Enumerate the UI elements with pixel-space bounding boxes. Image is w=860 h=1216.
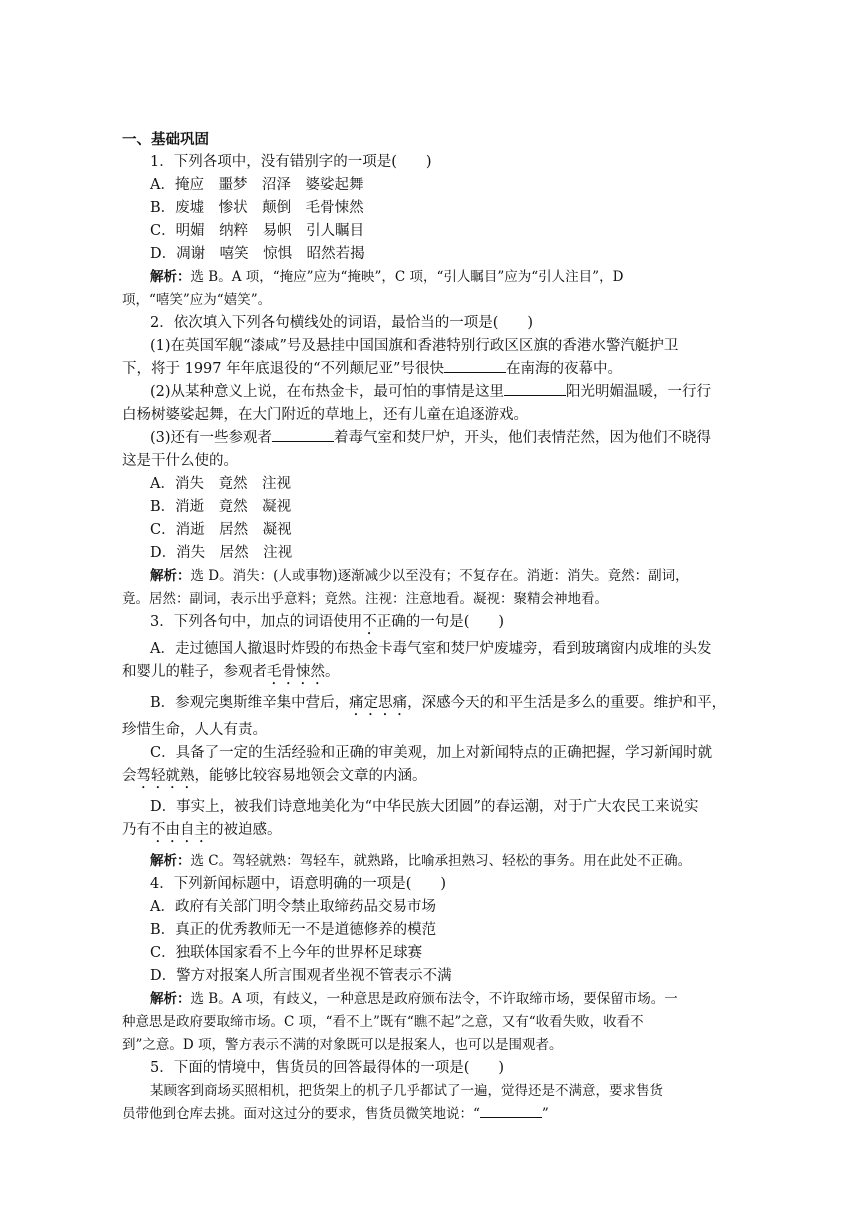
- analysis-label: 解析：: [150, 269, 191, 285]
- section-title: 一、基础巩固: [122, 131, 209, 148]
- context-text: ”: [541, 1106, 549, 1122]
- question-2-option-c: C．消逝 居然 凝视: [150, 522, 292, 538]
- question-2-stem: 2．依次填入下列各句横线处的词语，最恰当的一项是( ): [150, 315, 534, 331]
- question-1-option-d: D．凋谢 嘻笑 惊惧 昭然若揭: [150, 246, 365, 262]
- emphasized-word: 驾轻就熟: [136, 768, 195, 784]
- emphasized-word: 不: [362, 614, 377, 630]
- option-text: ，能够比较容易地领会文章的内涵。: [194, 768, 427, 784]
- emphasized-word: 不由自主: [151, 822, 209, 838]
- question-4-analysis: [122, 988, 742, 1011]
- question-3-option-a: A．走过德国人撤退时炸毁的布热金卡毒气室和焚尸炉废墟旁，看到玻璃窗内成堆的头发: [150, 641, 712, 657]
- answer-blank: [272, 427, 334, 442]
- question-4-option-d: D．警方对报案人所言围观者坐视不管表示不满: [150, 968, 452, 984]
- question-2-analysis-cont: 竟。居然：副词，表示出乎意料；竟然。注视：注意地看。凝视：聚精会神地看。: [122, 591, 608, 607]
- question-3-option-c: C．具备了一定的生活经验和正确的审美观，加上对新闻特点的正确把握，学习新闻时就: [150, 745, 713, 761]
- question-3-option-b: [122, 692, 742, 719]
- question-4-stem: 4．下列新闻标题中，语意明确的一项是( ): [150, 876, 447, 892]
- question-1-analysis: [122, 266, 742, 289]
- emphasized-word: 痛定思痛: [349, 695, 408, 711]
- option-text: 和婴儿的鞋子，参观者: [122, 664, 267, 680]
- answer-blank: [504, 381, 566, 396]
- option-text: B．参观完奥斯维辛集中营后，: [150, 695, 350, 711]
- emphasized-word: 毛骨悚然: [267, 664, 325, 680]
- question-5-stem: 5．下面的情境中，售货员的回答最得体的一项是( ): [150, 1060, 505, 1076]
- analysis-label: 解析：: [150, 568, 191, 584]
- analysis-label: 解析：: [150, 991, 191, 1007]
- question-2-sentence-2: [122, 381, 742, 404]
- question-4-option-b: B．真正的优秀教师无一不是道德修养的模范: [150, 922, 437, 938]
- answer-blank: [480, 1103, 542, 1118]
- question-2-option-d: D．消失 居然 注视: [150, 545, 293, 561]
- question-3-stem: [122, 611, 742, 638]
- analysis-text: 选 B。A 项，有歧义，一种意思是政府颁布法令，不许取缔市场，要保留市场。一: [190, 991, 678, 1007]
- question-4-option-a: A．政府有关部门明令禁止取缔药品交易市场: [150, 899, 436, 915]
- question-1-analysis-cont: 项，“嘻笑”应为“嬉笑”。: [122, 292, 272, 308]
- analysis-label: 解析：: [150, 853, 191, 869]
- analysis-text: 选 B。A 项，“掩应”应为“掩映”，C 项，“引人瞩目”应为“引人注目”，D: [190, 269, 624, 285]
- question-2-analysis: [122, 565, 742, 588]
- question-2-sentence-2-cont: 白杨树婆娑起舞，在大门附近的草地上，还有儿童在追逐游戏。: [122, 407, 528, 423]
- sentence-text: 阳光明媚温暖，一行行: [566, 384, 712, 400]
- question-1-stem: 1．下列各项中，没有错别字的一项是( ): [150, 154, 432, 170]
- option-text: 的被迫感。: [209, 822, 282, 838]
- question-2-sentence-3: [122, 427, 742, 450]
- question-5-context-cont: [122, 1103, 742, 1126]
- sentence-text: 下，将于 1997 年年底退役的“不列颠尼亚”号很快: [122, 361, 444, 377]
- option-text: ，深感今天的和平生活是多么的重要。维护和平，: [407, 695, 727, 711]
- question-4-analysis-cont-2: 到”之意。D 项，警方表示不满的对象既可以是报案人，也可以是围观者。: [122, 1037, 563, 1053]
- question-4-analysis-cont: 种意思是政府要取缔市场。C 项，“看不上”既有“瞧不起”之意，又有“收看失败，收看不: [122, 1014, 644, 1030]
- question-3-option-c-cont: [122, 765, 742, 792]
- question-5-context: 某顾客到商场买照相机，把货架上的机子几乎都试了一遍，觉得还是不满意，要求售货: [150, 1083, 663, 1099]
- question-3-analysis: [122, 850, 742, 873]
- option-text: 乃有: [122, 822, 151, 838]
- exercise-content: [122, 128, 742, 1126]
- sentence-text: (3)还有一些参观者: [150, 430, 273, 446]
- option-text: 会: [122, 768, 137, 784]
- question-1-option-a: A．掩应 噩梦 沼泽 婆娑起舞: [150, 177, 364, 193]
- analysis-text: 选 D。消失：(人或事物)逐渐减少以至没有；不复存在。消逝：消失。竟然：副词，: [190, 568, 689, 584]
- question-3-option-b-cont: 珍惜生命，人人有责。: [122, 722, 267, 738]
- sentence-text: 在南海的夜幕中。: [505, 361, 622, 377]
- stem-text: 3．下列各句中，加点的词语使用: [150, 614, 363, 630]
- question-3-option-d: D．事实上，被我们诗意地美化为“中华民族大团圆”的春运潮，对于广大农民工来说实: [150, 799, 699, 815]
- question-1-option-b: B．废墟 惨状 颠倒 毛骨悚然: [150, 200, 364, 216]
- question-2-sentence-1: (1)在英国军舰“漆咸”号及悬挂中国国旗和香港特别行政区区旗的香港水警汽艇护卫: [150, 338, 679, 354]
- question-2-sentence-3-cont: 这是干什么使的。: [122, 453, 238, 469]
- context-text: 员带他到仓库去挑。面对这过分的要求，售货员微笑地说：“: [122, 1106, 480, 1122]
- stem-text: 正确的一句是( ): [376, 614, 505, 630]
- question-3-option-d-cont: [122, 819, 742, 846]
- question-1-option-c: C．明媚 纳粹 易帜 引人瞩目: [150, 223, 365, 239]
- option-text: 。: [325, 664, 340, 680]
- question-3-option-a-cont: [122, 661, 742, 688]
- sentence-text: (2)从某种意义上说，在布热金卡，最可怕的事情是这里: [150, 384, 505, 400]
- answer-blank: [444, 358, 506, 373]
- question-2-option-a: A．消失 竟然 注视: [150, 476, 291, 492]
- sentence-text: 着毒气室和焚尸炉，开头，他们表情茫然，因为他们不晓得: [334, 430, 712, 446]
- question-2-option-b: B．消逝 竟然 凝视: [150, 499, 292, 515]
- analysis-text: 选 C。驾轻就熟：驾轻车，就熟路，比喻承担熟习、轻松的事务。用在此处不正确。: [190, 853, 692, 869]
- question-2-sentence-1-cont: [122, 358, 742, 381]
- question-4-option-c: C．独联体国家看不上今年的世界杯足球赛: [150, 945, 423, 961]
